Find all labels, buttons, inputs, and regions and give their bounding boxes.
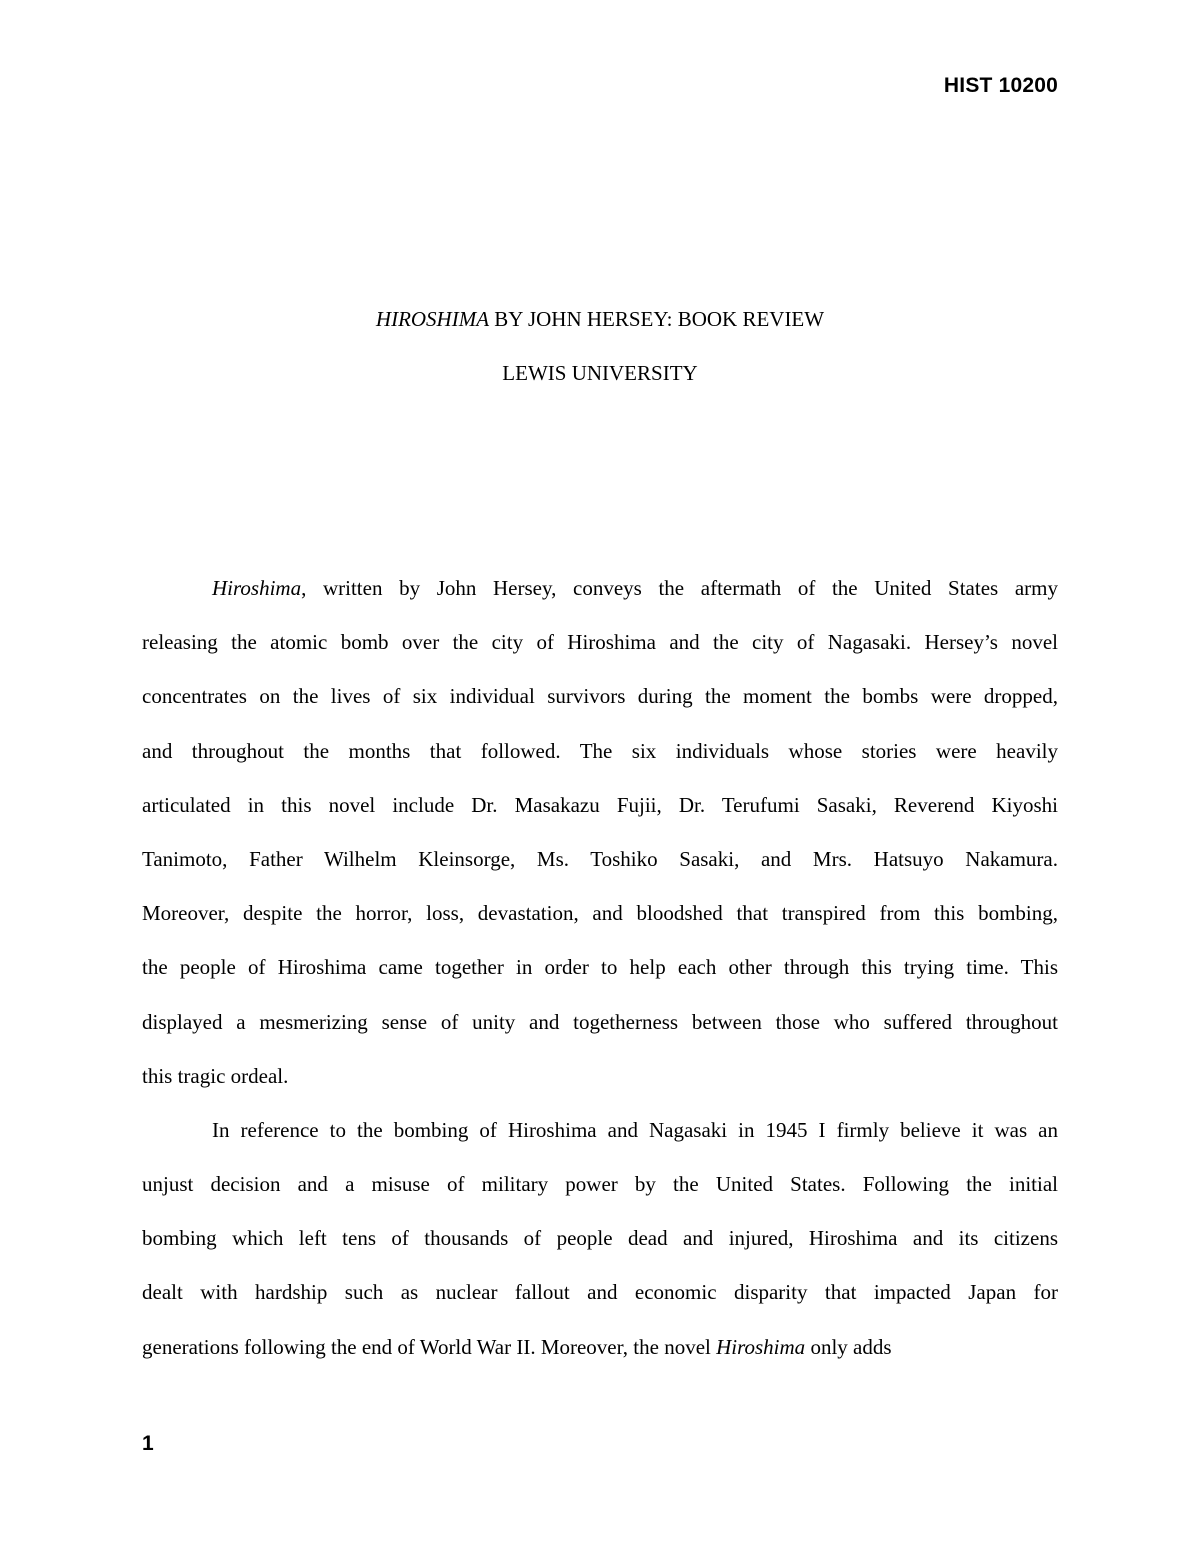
paragraph-1-line	[142, 678, 1058, 732]
line-text: articulated in this novel include Dr. Masakazu Fujii, Dr. Terufumi Sasaki, Reverend Kiyoshi	[142, 792, 1058, 817]
page-number: 1	[142, 1432, 154, 1455]
line-text: this tragic ordeal.	[142, 1063, 289, 1088]
paragraph-1-line	[142, 570, 1058, 624]
paragraph-1-line	[142, 841, 1058, 895]
paragraph-2-line	[142, 1274, 1058, 1328]
line-text: displayed a mesmerizing sense of unity and togetherness between those who suffered throughout	[142, 1009, 1058, 1034]
paragraph-2-line	[142, 1166, 1058, 1220]
line-text: In reference to the bombing of Hiroshima and Nagasaki in 1945 I firmly believe it was an	[212, 1117, 1058, 1142]
paragraph-1-line	[142, 949, 1058, 1003]
body-text	[142, 570, 1058, 1383]
line-text: bombing which left tens of thousands of people dead and injured, Hiroshima and its citizens	[142, 1226, 1058, 1251]
title-block	[0, 306, 1200, 414]
title-rest: BY JOHN HERSEY: BOOK REVIEW	[489, 307, 825, 331]
paragraph-1-line	[142, 1058, 1058, 1112]
line-text: unjust decision and a misuse of military power by the United States. Following the initial	[142, 1172, 1058, 1197]
italic-title-text: Hiroshima	[716, 1334, 806, 1359]
paragraph-2-line	[142, 1220, 1058, 1274]
line-text: releasing the atomic bomb over the city of Hiroshima and the city of Nagasaki. Hersey’s novel	[142, 630, 1058, 655]
line-text: concentrates on the lives of six individual survivors during the moment the bombs were dropped,	[142, 684, 1058, 709]
line-text: Tanimoto, Father Wilhelm Kleinsorge, Ms. Toshiko Sasaki, and Mrs. Hatsuyo Nakamura.	[142, 846, 1058, 871]
paragraph-1-line	[142, 787, 1058, 841]
paragraph-2-line	[142, 1112, 1058, 1166]
line-text: the people of Hiroshima came together in order to help each other through this trying time. This	[142, 955, 1058, 980]
book-title: HIROSHIMA	[375, 307, 490, 331]
line-text: generations following the end of World War II. Moreover, the novel	[142, 1334, 717, 1359]
line-text: only adds	[805, 1334, 892, 1359]
line-text: dealt with hardship such as nuclear fallout and economic disparity that impacted Japan for	[142, 1280, 1058, 1305]
paragraph-1-line	[142, 624, 1058, 678]
line-text: Moreover, despite the horror, loss, devastation, and bloodshed that transpired from this bombing,	[142, 901, 1058, 926]
line-text: , written by John Hersey, conveys the aftermath of the United States army	[301, 576, 1058, 600]
paragraph-1-line	[142, 895, 1058, 949]
italic-title-text: Hiroshima	[212, 576, 302, 600]
document-title	[0, 306, 1200, 360]
institution: LEWIS UNIVERSITY	[502, 361, 698, 385]
paragraph-1-line	[142, 1004, 1058, 1058]
paragraph-2-line	[142, 1329, 1058, 1383]
line-text: and throughout the months that followed. The six individuals whose stories were heavily	[142, 738, 1058, 763]
paragraph-1-line	[142, 733, 1058, 787]
header-course-code: HIST 10200	[943, 74, 1058, 97]
